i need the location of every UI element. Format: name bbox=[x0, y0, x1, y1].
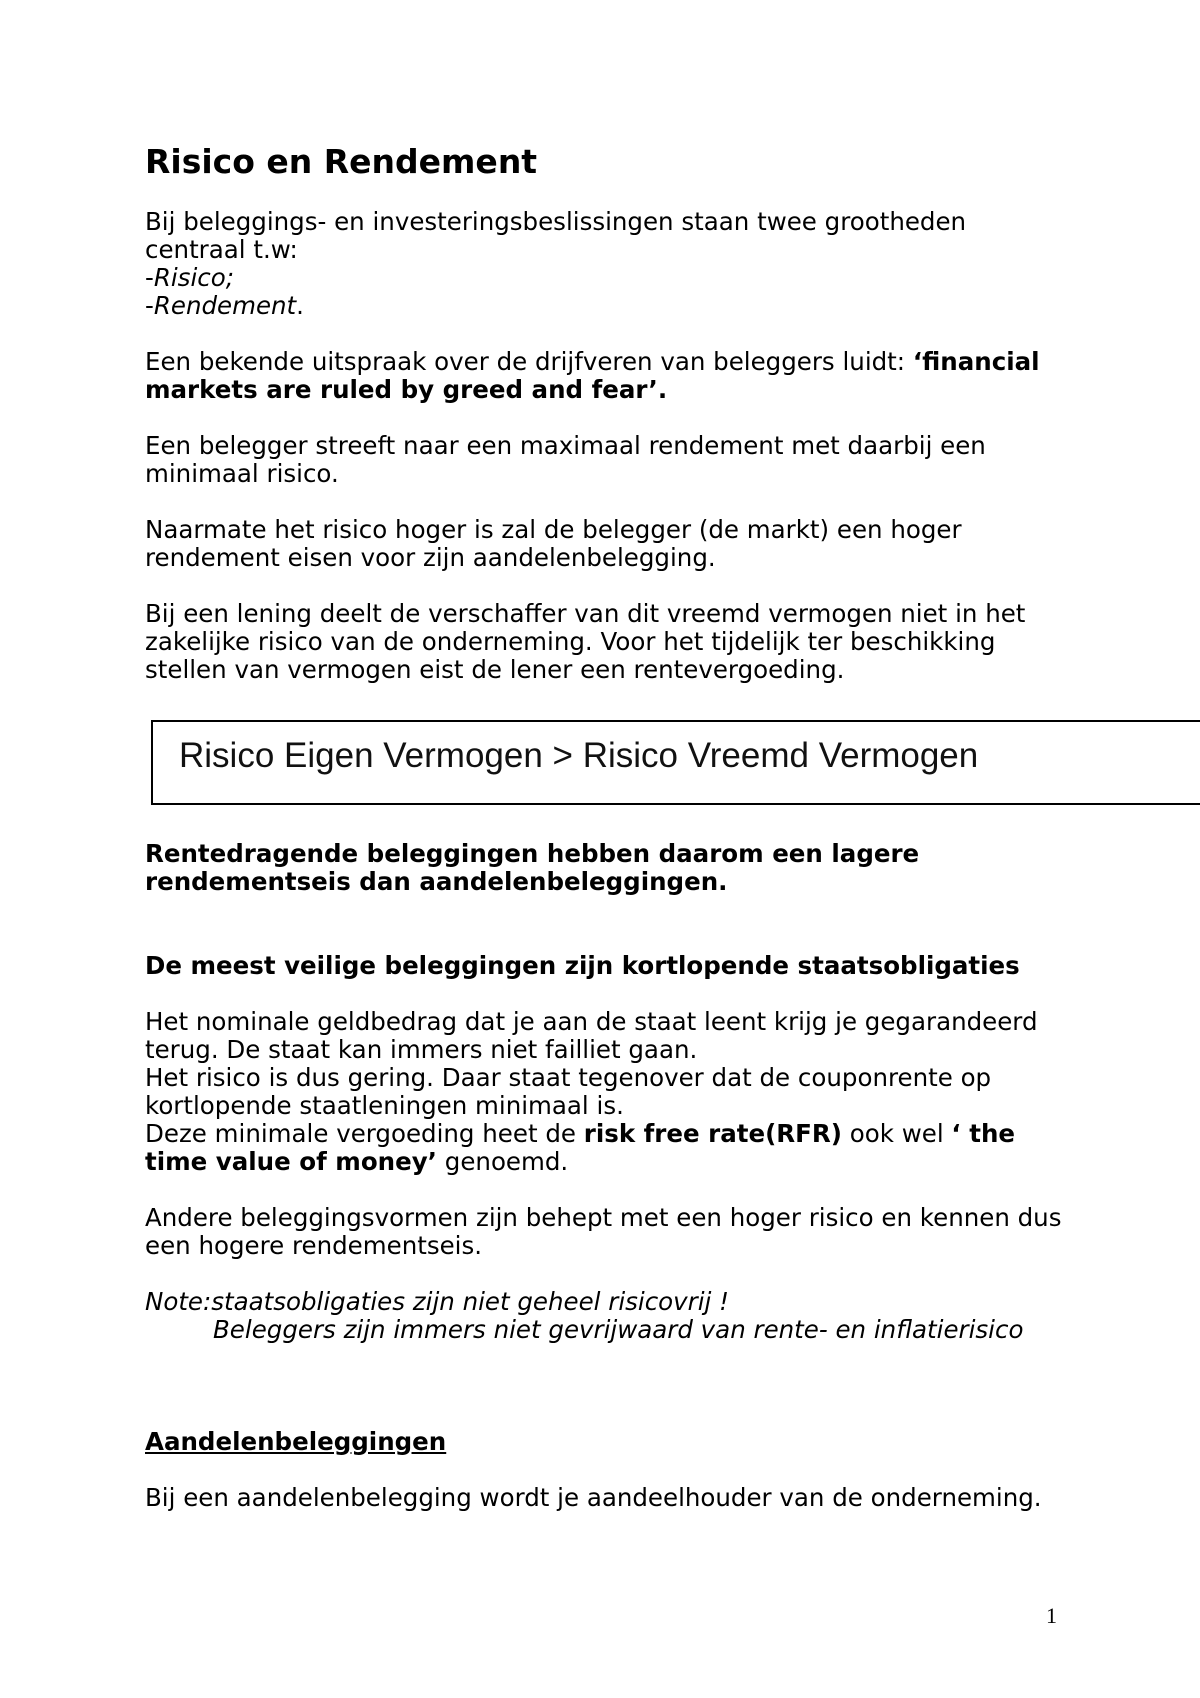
list-item-text: Risico; bbox=[153, 263, 234, 292]
paragraph-line: terug. De staat kan immers niet failliet gaan. bbox=[145, 1035, 698, 1064]
paragraph-line: centraal t.w: bbox=[145, 235, 298, 264]
paragraph-line: Bij een lening deelt de verschaffer van dit vreemd vermogen niet in het bbox=[145, 599, 1026, 628]
paragraph-line: een hogere rendementseis. bbox=[145, 1231, 483, 1260]
paragraph-line: kortlopende staatleningen minimaal is. bbox=[145, 1091, 624, 1120]
quote-text: markets are ruled by greed and fear’. bbox=[145, 375, 668, 404]
paragraph-line: minimaal risico. bbox=[145, 459, 339, 488]
paragraph-line: Het nominale geldbedrag dat je aan de staat leent krijg je gegarandeerd bbox=[145, 1007, 1038, 1036]
paragraph-line: stellen van vermogen eist de lener een rentevergoeding. bbox=[145, 655, 845, 684]
page-number: 1 bbox=[1046, 1603, 1057, 1628]
term-time-value: time value of money’ bbox=[145, 1147, 437, 1176]
paragraph-line: zakelijke risico van de onderneming. Voor het tijdelijk ter beschikking bbox=[145, 627, 996, 656]
text-run: Deze minimale vergoeding heet de bbox=[145, 1119, 584, 1148]
paragraph-line: Naarmate het risico hoger is zal de belegger (de markt) een hoger bbox=[145, 515, 962, 544]
bold-statement: rendementseis dan aandelenbeleggingen. bbox=[145, 867, 728, 896]
paragraph-line bbox=[145, 348, 1040, 376]
list-item-rendement bbox=[145, 292, 304, 320]
quote-text: ‘financial bbox=[912, 347, 1040, 376]
paragraph-line bbox=[145, 1120, 1015, 1148]
bold-statement: Rentedragende beleggingen hebben daarom een lagere bbox=[145, 839, 920, 868]
banner-box bbox=[151, 720, 1200, 805]
paragraph-line bbox=[145, 1148, 568, 1176]
page-title: Risico en Rendement bbox=[145, 142, 538, 181]
paragraph-line: Het risico is dus gering. Daar staat tegenover dat de couponrente op bbox=[145, 1063, 992, 1092]
term-time-value: ‘ the bbox=[951, 1119, 1016, 1148]
section-heading: De meest veilige beleggingen zijn kortlopende staatsobligaties bbox=[145, 951, 1020, 980]
section-heading-underlined: Aandelenbeleggingen bbox=[145, 1427, 447, 1456]
bullet-dash: - bbox=[145, 291, 154, 320]
text-run: Een bekende uitspraak over de drijfveren van beleggers luidt: bbox=[145, 347, 913, 376]
paragraph-line: Bij beleggings- en investeringsbeslissingen staan twee grootheden bbox=[145, 207, 967, 236]
note-line: Beleggers zijn immers niet gevrijwaard van rente- en inflatierisico bbox=[213, 1315, 1024, 1344]
term-rfr: risk free rate(RFR) bbox=[583, 1119, 842, 1148]
paragraph-line: rendement eisen voor zijn aandelenbelegging. bbox=[145, 543, 716, 572]
note-line: Note:staatsobligaties zijn niet geheel risicovrij ! bbox=[145, 1287, 729, 1316]
list-item-text: Rendement bbox=[153, 291, 297, 320]
paragraph-line: Andere beleggingsvormen zijn behept met een hoger risico en kennen dus bbox=[145, 1203, 1062, 1232]
list-item-period: . bbox=[296, 291, 304, 320]
text-run: ook wel bbox=[841, 1119, 952, 1148]
paragraph-line: Een belegger streeft naar een maximaal rendement met daarbij een bbox=[145, 431, 986, 460]
bullet-dash: - bbox=[145, 263, 154, 292]
paragraph-line: Bij een aandelenbelegging wordt je aandeelhouder van de onderneming. bbox=[145, 1483, 1042, 1512]
list-item-risico bbox=[145, 264, 234, 292]
text-run: genoemd. bbox=[437, 1147, 569, 1176]
banner-text: Risico Eigen Vermogen > Risico Vreemd Vermogen bbox=[179, 736, 979, 775]
